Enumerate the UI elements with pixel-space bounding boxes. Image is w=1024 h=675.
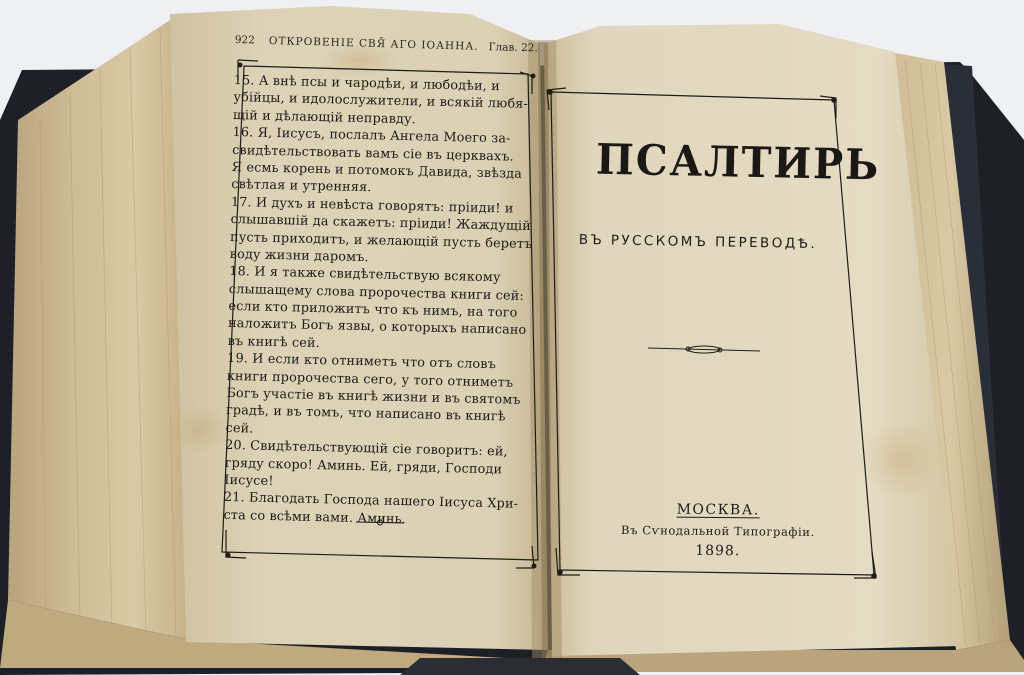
verse-line: щій и дѣлающій неправду. xyxy=(232,107,417,128)
verse-line: наложитъ Богъ язвы, о которыхъ написано xyxy=(227,316,527,339)
verse-line: 19. И если кто отниметъ что отъ словъ xyxy=(227,351,497,373)
verse-line: Богъ участіе въ книгѣ жизни и въ святомъ xyxy=(226,385,521,408)
verse-line: воду жизни даромъ. xyxy=(229,246,369,266)
left-page-text xyxy=(223,72,534,531)
verse-line: ста со всѣми вами. Аминь. xyxy=(223,507,407,527)
verse-line: убійцы, и идолослужители, и всякій любя- xyxy=(233,90,529,113)
right-page xyxy=(544,24,960,656)
imprint-city: МОСКВА. xyxy=(676,501,760,519)
verse-line: сей. xyxy=(225,420,254,437)
verse-line: 18. И я также свидѣтельствую всякому xyxy=(229,264,501,286)
chapter-label: Глав. 22. xyxy=(488,41,538,55)
verse-line: 15. А внѣ псы и чародѣи, и любодѣи, и xyxy=(233,72,501,95)
verse-line: Я есмь корень и потомокъ Давида, звѣзда xyxy=(231,159,523,182)
book-title: ПСАЛТИРЬ xyxy=(595,134,881,191)
verse-line: 21. Благодать Господа нашего Іисуса Хри- xyxy=(223,490,519,513)
verse-line: 20. Свидѣтельствующій сіе говоритъ: ей, xyxy=(225,438,508,460)
verse-line: въ книгѣ сей. xyxy=(227,333,321,351)
verse-line: свидѣтельствовать вамъ сіе въ церквахъ. xyxy=(231,142,515,165)
imprint-year: 1898. xyxy=(695,542,741,560)
left-page-edges xyxy=(8,16,190,640)
verse-line: свѣтлая и утренняя. xyxy=(231,177,372,196)
verse-line: гряду скоро! Аминь. Ей, гряди, Господи xyxy=(224,455,503,478)
page-number: 922 xyxy=(234,34,256,47)
running-head-title: ОТКРОВЕНІЕ СВЯ̃ АГО ІОАННА. xyxy=(268,34,479,53)
verse-line: слышащему слова пророчества книги сей: xyxy=(228,281,525,304)
book-subtitle: ВЪ РУССКОМЪ ПЕРЕВОДѢ. xyxy=(578,231,818,253)
verse-line: слышавшій да скажетъ: пріиди! Жаждущій xyxy=(230,212,532,235)
verse-line: 16. Я, Іисусъ, послалъ Ангела Моего за- xyxy=(232,125,511,147)
verse-line: если кто приложитъ что къ нимъ, на того xyxy=(228,299,518,321)
verse-line: пусть приходитъ, и желающій пусть беретъ xyxy=(229,229,533,252)
verse-line: градѣ, и въ томъ, что написано въ книгѣ xyxy=(225,403,506,425)
imprint xyxy=(598,501,839,561)
imprint-printer: Въ Сѵнодальной Типографіи. xyxy=(621,522,815,540)
verse-line: книги пророчества сего, у того отниметъ xyxy=(226,368,514,391)
verse-line: 17. И духъ и невѣста говорятъ: пріиди! и xyxy=(230,194,514,217)
verse-line: Іисусе! xyxy=(224,472,274,490)
